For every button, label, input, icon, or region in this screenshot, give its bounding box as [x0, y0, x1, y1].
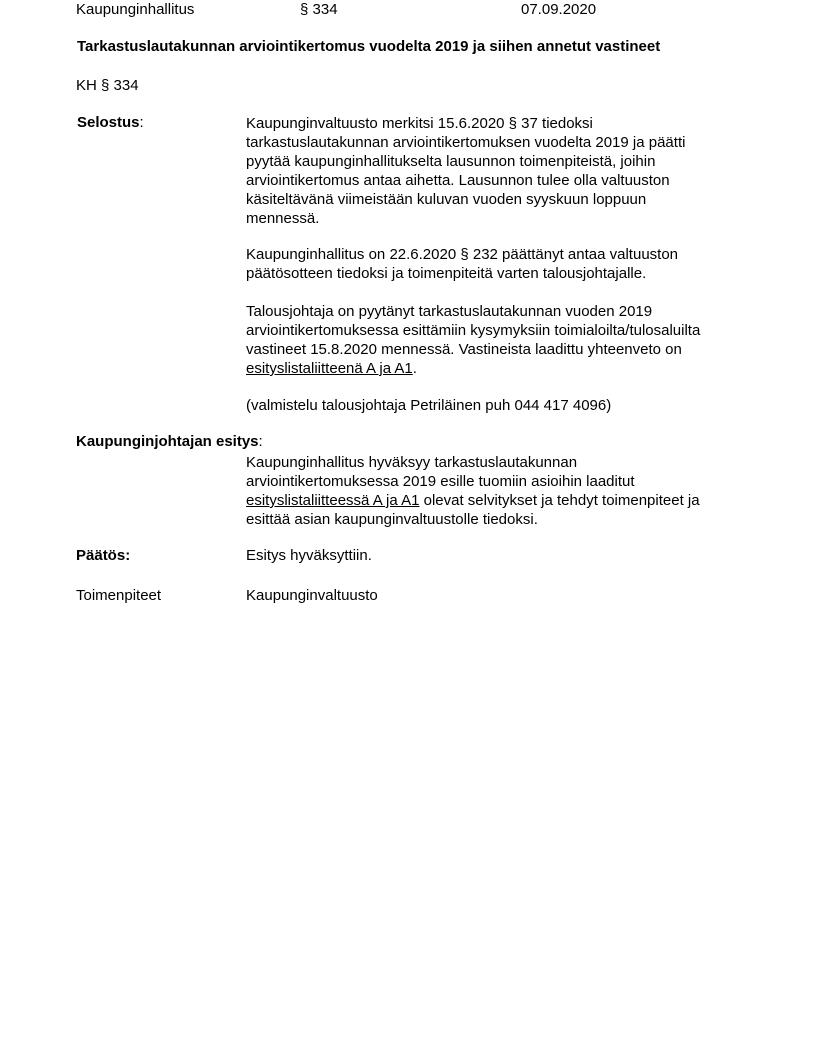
selostus-label: Selostus — [77, 114, 140, 131]
reference-number: KH § 334 — [76, 77, 139, 94]
period: . — [412, 360, 417, 377]
text-line: esittää asian kaupunginvaltuustolle tiedoksi. — [246, 511, 538, 528]
selostus-paragraph-2 — [246, 245, 766, 283]
text-line: käsiteltävänä viimeistään kuluvan vuoden syyskuun loppuun — [246, 191, 647, 208]
text-line: Kaupunginvaltuusto merkitsi 15.6.2020 § 37 tiedoksi — [246, 115, 593, 132]
text-line-with-link — [246, 359, 766, 378]
text-line-with-link — [246, 491, 766, 510]
esitys-label-row — [76, 433, 263, 450]
text-line: tarkastuslautakunnan arviointikertomuksen vuodelta 2019 ja päätti — [246, 134, 686, 151]
selostus-paragraph-3 — [246, 302, 766, 378]
selostus-paragraph-1 — [246, 114, 766, 228]
text-line: arviointikertomuksessa 2019 esille tuomiin asioihin laaditut — [246, 473, 635, 490]
text-line: arviointikertomus antaa aihetta. Lausunnon tulee olla valtuuston — [246, 172, 670, 189]
toimenpiteet-text: Kaupunginvaltuusto — [246, 587, 378, 604]
text-line: Kaupunginhallitus on 22.6.2020 § 232 päättänyt antaa valtuuston — [246, 246, 679, 263]
attachment-link-a-a1[interactable]: esityslistaliitteessä A ja A1 — [246, 492, 420, 509]
esitys-colon: : — [258, 433, 263, 450]
attachment-link-a-a1[interactable]: esityslistaliitteenä A ja A1 — [246, 360, 413, 377]
text-line: pyytää kaupunginhallitukselta lausunnon toimenpiteistä, joihin — [246, 153, 656, 170]
text-line: Talousjohtaja on pyytänyt tarkastuslautakunnan vuoden 2019 — [246, 303, 653, 320]
paatos-label: Päätös: — [76, 547, 131, 564]
text-line: Kaupunginhallitus hyväksyy tarkastuslautakunnan — [246, 454, 578, 471]
esitys-paragraph — [246, 453, 766, 529]
page-title: Tarkastuslautakunnan arviointikertomus vuodelta 2019 ja siihen annetut vastineet — [77, 38, 661, 55]
paatos-text: Esitys hyväksyttiin. — [246, 547, 372, 564]
toimenpiteet-label: Toimenpiteet — [76, 587, 162, 604]
header-body: Kaupunginhallitus — [76, 1, 195, 18]
selostus-label-row — [77, 114, 144, 131]
text-line: vastineet 15.8.2020 mennessä. Vastineista laadittu yhteenveto on — [246, 341, 682, 358]
text-line: arviointikertomuksessa esittämiin kysymyksiin toimialoilta/tulosaluilta — [246, 322, 701, 339]
esitys-label: Kaupunginjohtajan esitys — [76, 433, 259, 450]
text-line: päätösotteen tiedoksi ja toimenpiteitä varten talousjohtajalle. — [246, 265, 647, 282]
header-date: 07.09.2020 — [521, 1, 597, 18]
selostus-colon: : — [139, 114, 144, 131]
selostus-paragraph-4 — [246, 396, 766, 415]
text-line: mennessä. — [246, 210, 320, 227]
text-after-link: olevat selvitykset ja tehdyt toimenpiteet ja — [419, 492, 700, 509]
header-section-number: § 334 — [300, 1, 338, 18]
preparer-note: (valmistelu talousjohtaja Petriläinen puh 044 417 4096) — [246, 397, 612, 414]
